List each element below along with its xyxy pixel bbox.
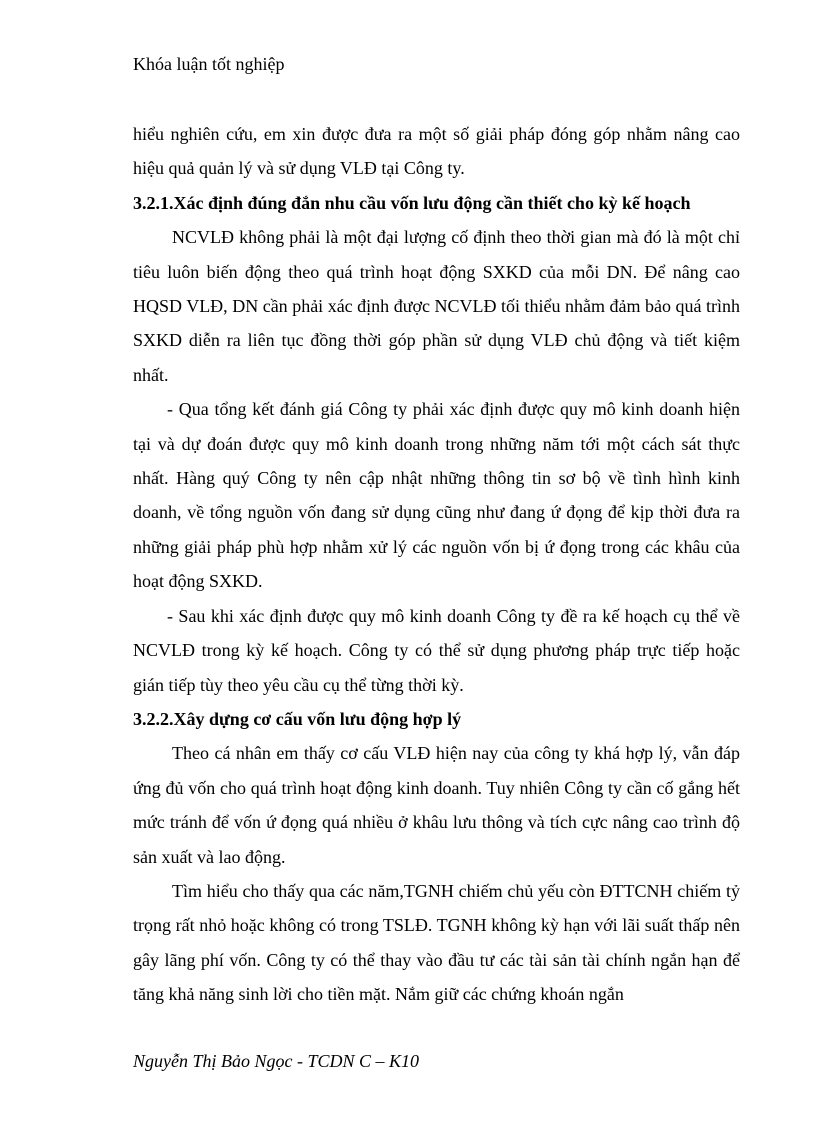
- page-footer-author: Nguyễn Thị Bảo Ngọc - TCDN C – K10: [133, 1051, 420, 1071]
- section-heading-3-2-1: 3.2.1.Xác định đúng đắn nhu cầu vốn lưu động cần thiết cho kỳ kế hoạch: [133, 192, 691, 213]
- paragraph-tgnh: Tìm hiểu cho thấy qua các năm,TGNH chiếm chủ yếu còn ĐTTCNH chiếm tỷ trọng rất nhỏ hoặc không có trong TSLĐ. TGNH không kỳ hạn với lãi suất thấp nên gây lãng phí vốn. Công ty có thể thay vào đầu tư các tài sản tài chính ngắn hạn để tăng khả năng sinh lời cho tiền mặt. Nắm giữ các chứng khoán ngắn: [133, 880, 740, 1005]
- document-body: [133, 117, 740, 1012]
- paragraph-ncvld: NCVLĐ không phải là một đại lượng cố định theo thời gian mà đó là một chỉ tiêu luôn biến động theo quá trình hoạt động SXKD của mỗi DN. Để nâng cao HQSD VLĐ, DN cần phải xác định được NCVLĐ tối thiểu nhằm đảm bảo quá trình SXKD diễn ra liên tục đồng thời góp phần sử dụng VLĐ chủ động và tiết kiệm nhất.: [133, 227, 740, 385]
- paragraph-co-cau: Theo cá nhân em thấy cơ cấu VLĐ hiện nay của công ty khá hợp lý, vẫn đáp ứng đủ vốn cho quá trình hoạt động kinh doanh. Tuy nhiên Công ty cần cố gắng hết mức tránh để vốn ứ đọng quá nhiều ở khâu lưu thông và tích cực nâng cao trình độ sản xuất và lao động.: [133, 743, 740, 867]
- paragraph-intro: hiểu nghiên cứu, em xin được đưa ra một số giải pháp đóng góp nhằm nâng cao hiệu quả quản lý và sử dụng VLĐ tại Công ty.: [133, 124, 740, 179]
- page-header: Khóa luận tốt nghiệp: [133, 54, 285, 74]
- section-heading-3-2-2: 3.2.2.Xây dựng cơ cấu vốn lưu động hợp lý: [133, 708, 462, 729]
- bullet-item-1: - Qua tổng kết đánh giá Công ty phải xác định được quy mô kinh doanh hiện tại và dự đoán được quy mô kinh doanh trong những năm tới một cách sát thực nhất. Hàng quý Công ty nên cập nhật những thông tin sơ bộ về tình hình kinh doanh, về tổng nguồn vốn đang sử dụng cũng như đang ứ đọng để kịp thời đưa ra những giải pháp phù hợp nhằm xử lý các nguồn vốn bị ứ đọng trong các khâu của hoạt động SXKD.: [133, 399, 740, 592]
- bullet-item-2: - Sau khi xác định được quy mô kinh doanh Công ty đề ra kế hoạch cụ thể về NCVLĐ trong kỳ kế hoạch. Công ty có thể sử dụng phương pháp trực tiếp hoặc gián tiếp tùy theo yêu cầu cụ thể từng thời kỳ.: [133, 605, 740, 695]
